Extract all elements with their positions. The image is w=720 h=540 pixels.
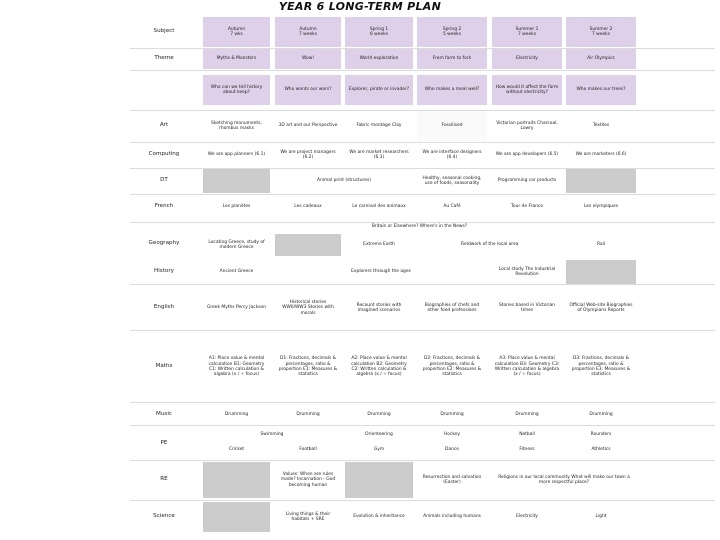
music-cell: Drumming [440,411,464,417]
science-label: Science [153,513,175,520]
geography-cell: Locating Greece, study of modern Greece [208,239,265,250]
theme-cell: Wow! [275,49,341,69]
french-label: French [154,203,174,210]
music-cell: Drumming [367,411,391,417]
term-name: Summer 2 [589,26,613,32]
english-label: English [153,304,175,311]
french-cell: Au Café [443,204,461,210]
term-length: 5 weeks [442,32,461,37]
pe-top-cell: Netball [519,432,535,438]
art-cell: Fossilised [417,111,487,141]
music-label: Music [156,410,172,417]
pe-top-cell: Swimming [260,432,284,438]
maths-cell: A3: Place value & mental calculation B3: Geometry C3: Written calculation & algebra (x / ÷ focus) [494,356,560,378]
term-name: Autumn [227,26,246,32]
blank-cell [203,502,270,532]
header-term [203,17,270,47]
re-cell: Religions in our local community What will make our town a more respectful place? [498,474,630,485]
pe-bottom-cell: Fitness [519,447,535,453]
computing-label: Computing [148,151,180,158]
row-divider [130,402,715,403]
term-length: 7 weeks [517,32,536,37]
theme-cell: World exploration [345,49,413,69]
pe-bottom-cell: Gym [373,447,385,453]
dt-healthy-cooking: Healthy, seasonal cooking, use of foods, seasonality [422,175,482,186]
geography-cell: Rail [596,242,606,248]
english-cell: Greek Myths Percy Jackson [206,305,267,311]
computing-cell: We are app developers (6.5) [495,152,559,158]
dt-animal-print: Animal print (structures) [317,178,371,184]
blank-cell [203,462,270,498]
maths-cell: A2: Place value & mental calculation B2: Geometry C2: Written calculation & algebra (x / ÷ focus) [351,356,407,378]
header-subject: Subject [153,28,175,35]
term-length: 6 weeks [369,32,388,37]
blank-cell [203,169,270,193]
row-divider [130,70,715,71]
question-cell: Who can we tell history about keep? [203,75,270,105]
row-divider [130,284,715,285]
theme-label: Theme [154,55,174,62]
geography-label: Geography [148,240,180,247]
science-cell: Living things & their habitats + SRE [285,511,331,522]
question-cell: How would it affect the farm without electricity? [492,75,562,105]
french-cell: Tour de France [510,204,544,210]
music-cell: Drumming [224,411,249,417]
french-cell: Les cadeaux [294,204,322,210]
art-cell: Textiles [592,123,610,129]
computing-cell: We are market researchers (6.3) [349,149,409,160]
english-cell: Recount stories with imagined scenarios [356,302,402,313]
history-label: History [154,268,174,275]
blank-cell [566,260,636,284]
humanities-banner: Britain or Elsewhere? Where's in the News? [371,224,468,230]
term-length: 7 weeks [591,32,610,37]
computing-cell: We are interface designers (6.4) [422,149,482,160]
header-term [492,17,562,47]
blank-cell [345,462,413,498]
blank-cell [275,234,341,256]
re-cell: Resurrection and salvation (Easter) [422,474,482,485]
row-divider [130,500,715,501]
term-name: Spring 2 [442,26,462,32]
science-cell: Electricity [516,514,538,520]
music-cell: Drumming [589,411,613,417]
term-name: Spring 1 [369,26,389,32]
question-cell: Who makes our trees? [566,75,636,105]
re-label: RE [160,476,168,483]
dt-label: DT [160,177,168,184]
pe-label: PE [160,439,168,446]
science-cell: Light [595,514,607,520]
science-cell: Animals including humans [423,514,481,520]
english-cell: Biographies of chefs and other food professions [424,302,480,313]
french-cell: Les planètes [222,204,251,210]
pe-bottom-cell: Football [299,447,317,453]
maths-cell: D3: Fractions, decimals & percentages, ratio & proportion E3: Measures & statistics [571,356,631,378]
term-name: Autumn [299,26,317,32]
header-term [417,17,487,47]
pe-top-cell: Orienteering [365,432,393,438]
art-cell: Fabric montage Clay [356,123,402,129]
english-cell: Stories based in Victorian times [498,302,556,313]
term-length: 7 wks [230,32,243,37]
pe-bottom-cell: Dance [445,447,459,453]
pe-top-cell: Rounders [590,432,612,438]
row-divider [130,425,715,426]
re-cell: Values: When are rules made? Incarnation - God becoming human [280,471,336,488]
question-cell: Who wants our wars? [275,75,341,105]
row-divider [130,460,715,461]
geography-cell: Extreme Earth [363,242,395,248]
music-cell: Drumming [515,411,539,417]
maths-label: Maths [155,363,173,370]
computing-cell: We are marketers (6.6) [575,152,627,158]
maths-cell: D2: Fractions, decimals & percentages, ratio & proportion E2: Measures & statistics [422,356,482,378]
history-cell: Local study The Industrial Revolution [498,266,556,277]
geography-cell: Fieldwork of the local area [460,242,519,248]
term-name: Summer 1 [515,26,539,32]
header-term [345,17,413,47]
art-cell: Victorian portraits Charcoal, Lowry [496,120,558,131]
computing-cell: We are project managers (6.2) [280,149,336,160]
french-cell: Les olympiques [583,204,619,210]
page-title: YEAR 6 LONG-TERM PLAN [278,0,442,13]
english-cell: Official Web-site Biographies of Olympians Reports [569,302,633,313]
history-cell: Explorers through the ages [351,269,411,275]
english-cell: Historical stories WWII/WW3 Stories with morals [282,299,334,316]
maths-cell: A1: Place value & mental calculation B1: Geometry C1: Written calculation & algebra (x / ÷ focus) [208,356,265,378]
art-cell: 3D art and our Perspective [278,123,338,129]
theme-cell: From farm to fork [417,49,487,69]
pe-top-cell: Hockey [443,432,461,438]
art-cell: Sketching monuments, rhombus masks [211,120,262,131]
header-term [566,17,636,47]
computing-cell: We are app planners (6.1) [207,152,266,158]
blank-cell [566,169,636,193]
french-cell: Le carnival des animaux [352,204,406,210]
term-length: 7 weeks [298,32,317,37]
history-cell: Ancient Greece [219,269,254,275]
dt-programming: Programming car products [497,178,557,184]
theme-cell: Electricity [492,49,562,69]
row-divider [130,330,715,331]
question-cell: Explorer, pirate or invader? [345,75,413,105]
question-cell: Who makes a meal well? [417,75,487,105]
music-cell: Drumming [296,411,320,417]
theme-cell: Myths & Monsters [203,49,270,69]
pe-bottom-cell: Athletics [591,447,611,453]
science-cell: Evolution & inheritance [353,514,405,520]
pe-bottom-cell: Cricket [228,447,245,453]
maths-cell: D1: Fractions, decimals & percentages, ratio & proportion E1: Measures & statistics [278,356,338,378]
art-label: Art [159,122,169,129]
header-term [275,17,341,47]
theme-cell: Air Olympics [566,49,636,69]
